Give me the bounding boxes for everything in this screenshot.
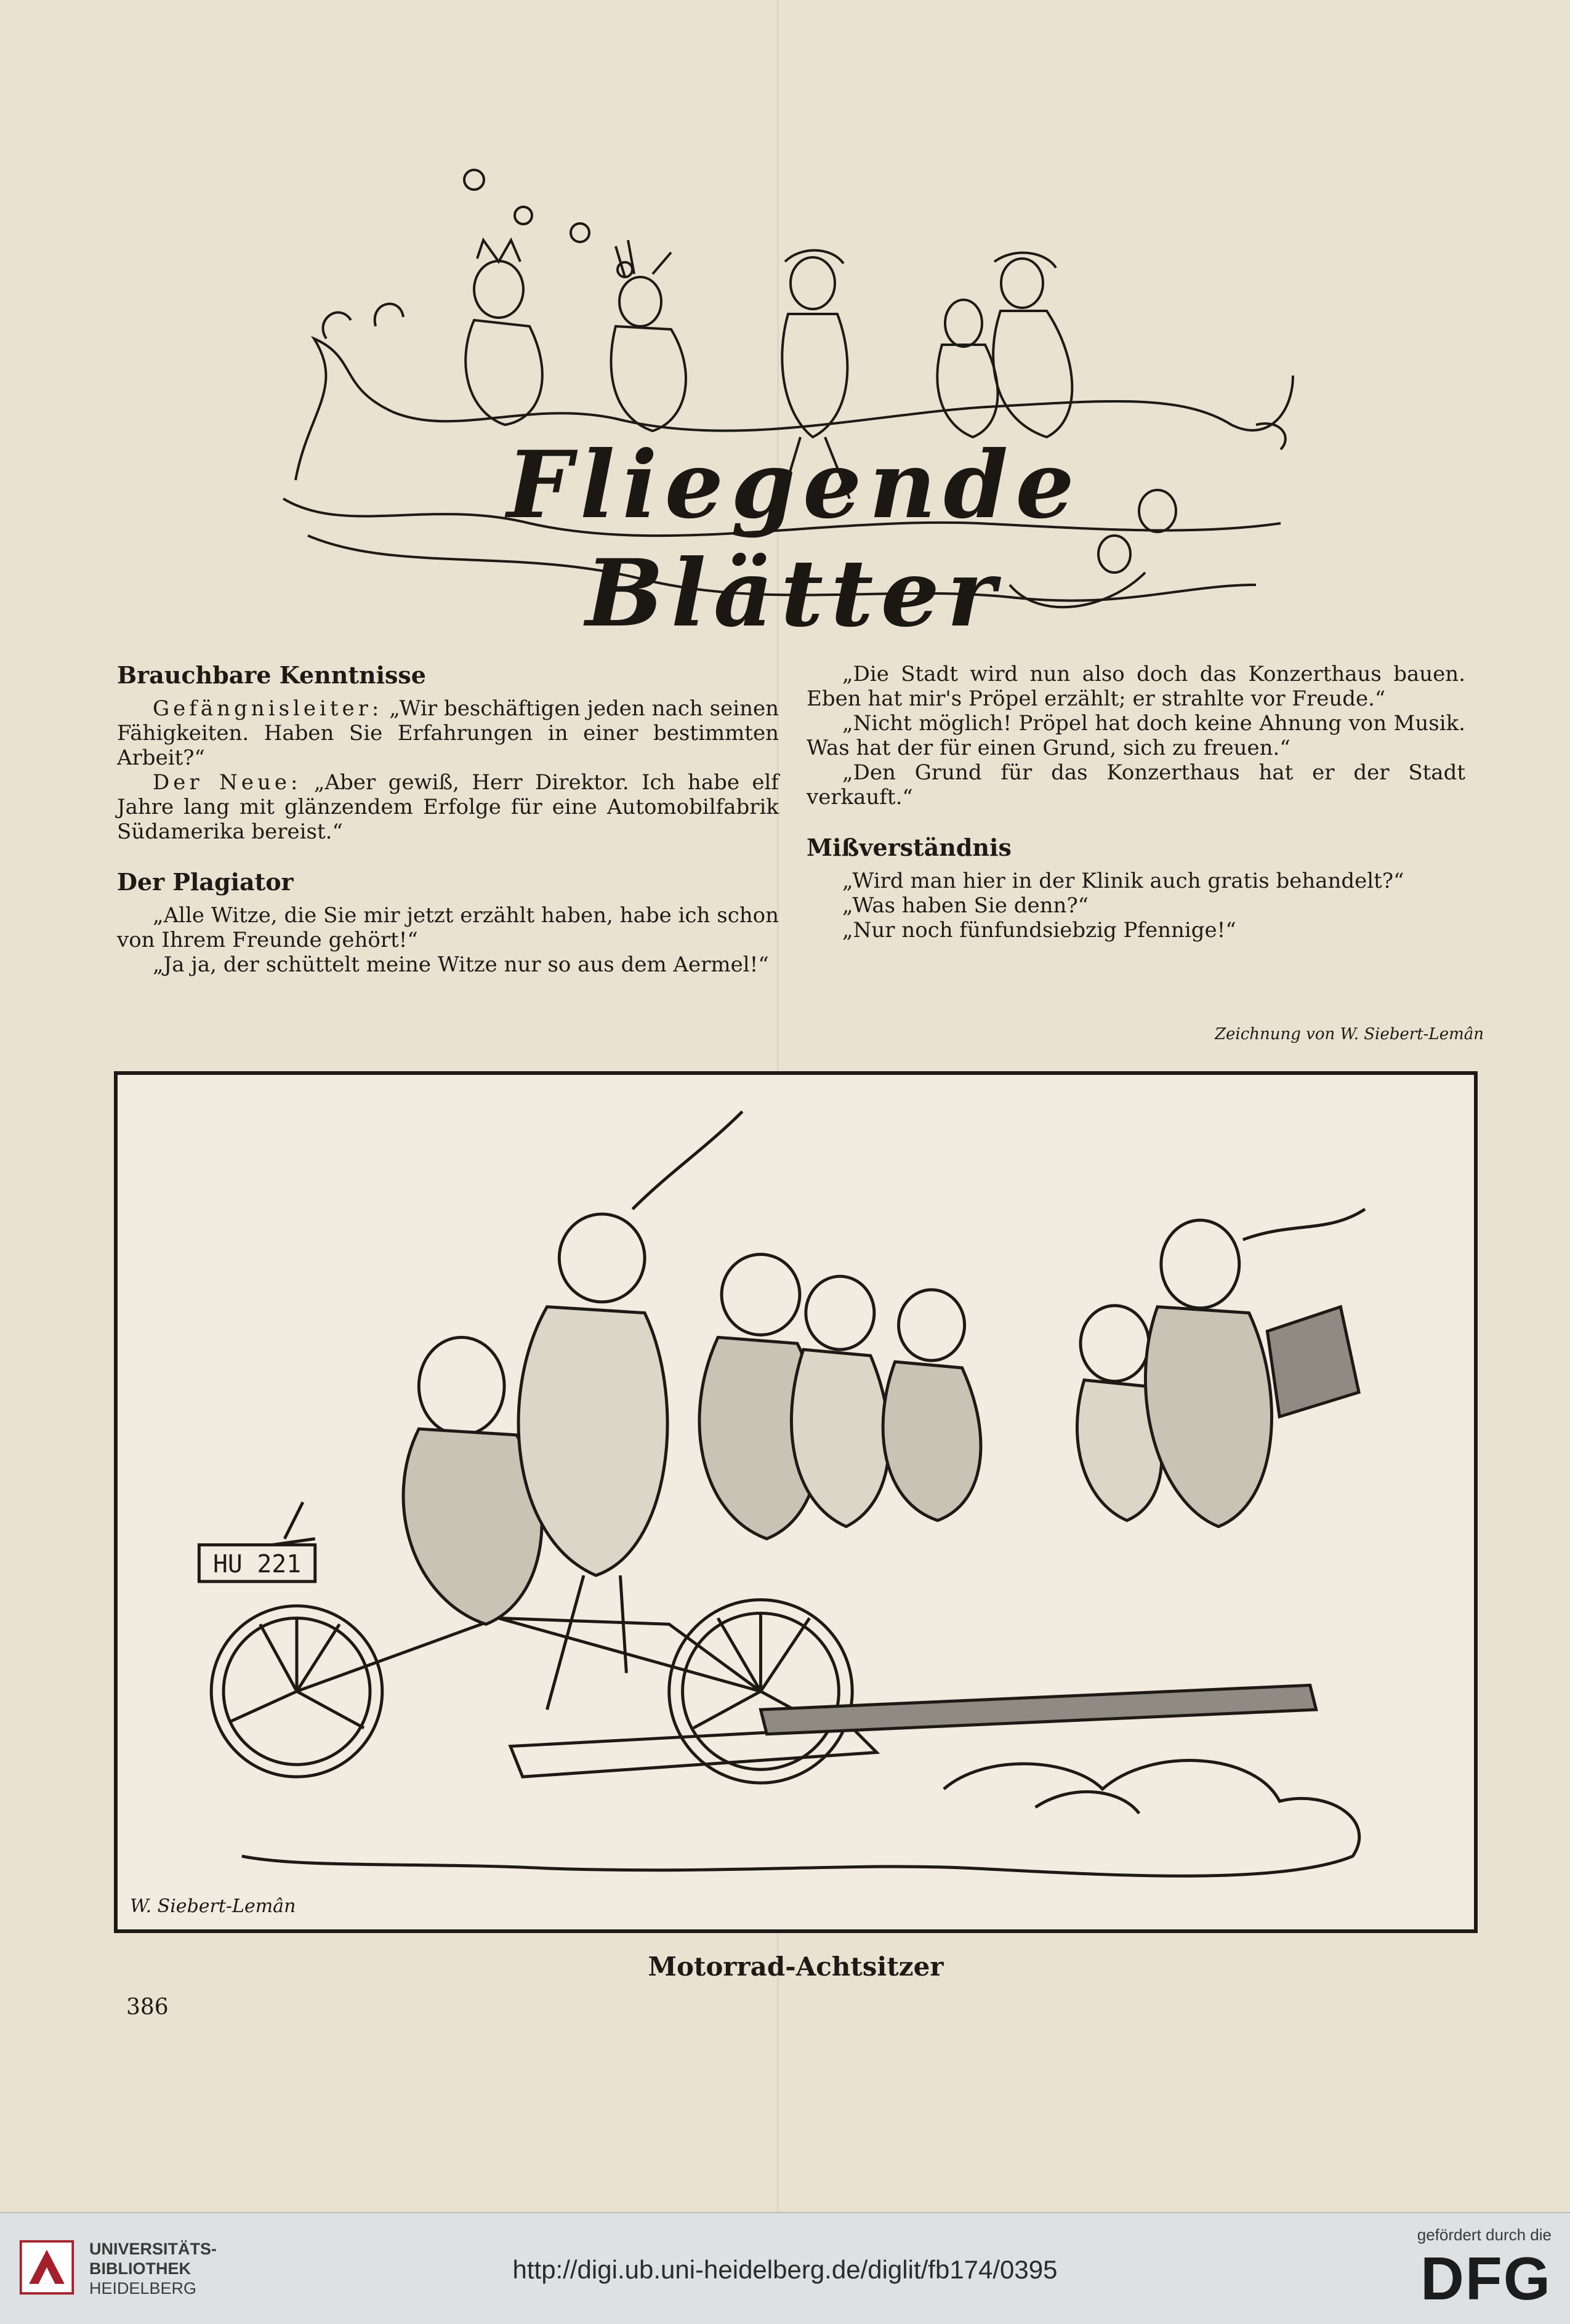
speaker-label: Der Neue: [153, 770, 302, 795]
heading-brauchbare-kenntnisse: Brauchbare Kenntnisse [117, 661, 426, 689]
viewer-footer [0, 2212, 1570, 2324]
funding-notice[interactable] [1330, 2225, 1552, 2312]
right-column [807, 662, 1465, 943]
speaker-label: Gefängnisleiter: [153, 696, 383, 721]
paragraph: „Alle Witze, die Sie mir jetzt erzählt haben, habe ich schon von Ihrem Freunde gehört!“ [117, 903, 779, 952]
section-missverstaendnis [807, 834, 1465, 943]
heading-der-plagiator: Der Plagiator [117, 868, 294, 896]
paragraph: „Wird man hier in der Klinik auch gratis behandelt?“ [842, 869, 1404, 893]
library-name-line: HEIDELBERG [89, 2279, 197, 2298]
funding-label: gefördert durch die [1417, 2225, 1552, 2244]
paragraph: „Ja ja, der schüttelt meine Witze nur so aus dem Aermel!“ [153, 952, 769, 977]
illustration-caption: Motorrad-Achtsitzer [648, 1952, 944, 1982]
permalink-url[interactable]: http://digi.ub.uni-heidelberg.de/diglit/fb174/0395 [512, 2255, 1058, 2284]
paragraph [117, 770, 779, 844]
paragraph: „Die Stadt wird nun also doch das Konzerthaus bauen. Eben hat mir's Pröpel erzählt; er strahlte vor Freude.“ [807, 662, 1465, 711]
page-number: 386 [126, 1995, 169, 2020]
section-der-plagiator [117, 869, 779, 977]
library-name-line: BIBLIOTHEK [89, 2259, 191, 2278]
heading-missverstaendnis: Mißverständnis [807, 834, 1012, 861]
paragraph-text: „Aber gewiß, Herr Direktor. Ich habe elf Jahre lang mit glänzendem Erfolge für eine Automobilfabrik Südamerika bereist.“ [117, 770, 779, 844]
motorcycle-illustration [114, 1071, 1478, 1933]
paragraph: „Nicht möglich! Pröpel hat doch keine Ahnung von Musik. Was hat der für einen Grund, sich zu freuen.“ [807, 711, 1465, 760]
dfg-logo-icon: DFG [1420, 2245, 1552, 2312]
paragraph: „Den Grund für das Konzerthaus hat er der Stadt verkauft.“ [807, 760, 1465, 810]
paragraph [117, 696, 779, 770]
illustration-credit: Zeichnung von W. Siebert-Lemân [1214, 1025, 1484, 1043]
motorcycle-drawing [118, 1075, 1474, 1929]
license-plate-text: HU 221 [212, 1550, 302, 1579]
left-column [117, 662, 779, 977]
artist-signature: W. Siebert-Lemân [130, 1896, 296, 1917]
paragraph-text: „Wir beschäftigen jeden nach seinen Fähigkeiten. Haben Sie Erfahrungen in einer bestimmten Arbeit?“ [117, 696, 779, 770]
paragraph: „Was haben Sie denn?“ [842, 893, 1089, 918]
paragraph: „Nur noch fünfundsiebzig Pfennige!“ [842, 918, 1236, 943]
masthead-illustration [271, 154, 1330, 648]
library-name-line: UNIVERSITÄTS- [89, 2240, 217, 2258]
masthead-title: Fliegende Blätter [507, 431, 1082, 648]
